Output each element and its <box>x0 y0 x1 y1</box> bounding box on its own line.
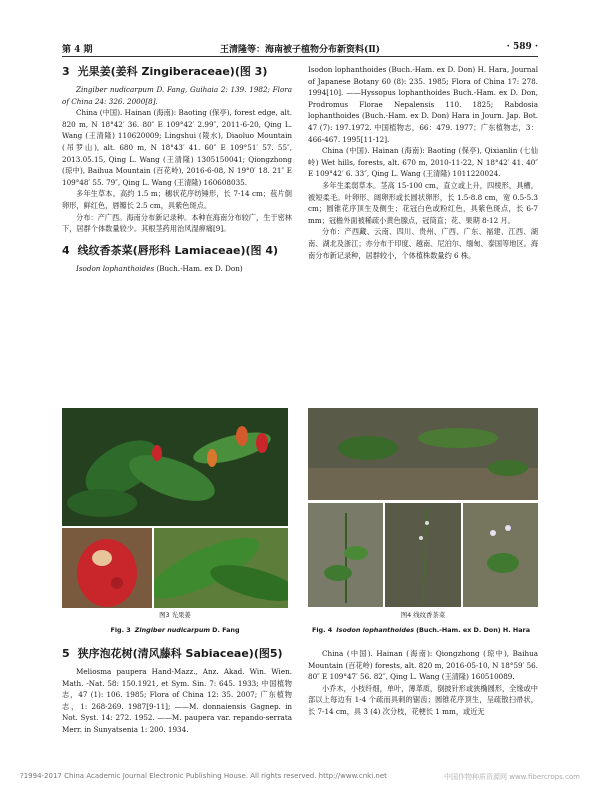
ginger-plant-image <box>62 408 288 526</box>
page-number: · 589 · <box>506 42 538 52</box>
fig3-caption-en: Fig. 3 Zingiber nudicarpum D. Fang <box>110 626 240 634</box>
section-5-description: 小乔木，小枝纤细，单叶，薄革质，倒披针形或狭椭圆形，全缘或中部以上每边有 1-4 个疏而具刺的锯齿；圆锥花序顶生，呈疏散扫帚状，长 7-14 cm，具 3 (4) 次分枝，花梗长 1 mm，或近无 <box>308 683 538 716</box>
section-4-specimens: China (中国). Hainan (海南): Baoting (保亭), Qixianlin (七仙岭) Wet hills, forests, alt. 670 m, 2010-11-22, N 18°42′ 41. 40″ E 109°42′ 6. 33″, Qing L. Wang (王清隆) 1011220024. <box>308 146 538 179</box>
footer <box>20 772 580 780</box>
section-4-citation: Isodon lophanthoides (Buch.-Ham. ex D. Don) H. Hara, Journal of Japanese Botany 60 (8): 235. 1985; Flora of China 17: 278. 1994[10]. ——Hyssopus lophanthoides Buch.-Ham. ex D. Don, Prodromus Florae Nepalensis 110. 1825; Rabdosia lophanthoides (Buch.-Ham. ex D. Don) Hara in Journ. Jap. Bot. 47 (7): 197.1972. 中国植物志，66：479. 1977；广东植物志，3：466-467. 1995[11-12]. <box>308 65 538 144</box>
article-title: 王清隆等：海南被子植物分布新资料(Ⅱ) <box>219 45 381 55</box>
fig4-photo-top <box>308 408 538 500</box>
fig4-photo-3 <box>463 503 538 607</box>
fig3-photo-inflorescence <box>62 528 152 608</box>
section-5-heading: 5 狭序泡花树(清风藤科 Sabiaceae)(图5) <box>62 647 283 660</box>
section-4-citation-start: Isodon lophanthoides (Buch.-Ham. ex D. Don) <box>76 263 243 273</box>
fig3-photo-leaves <box>154 528 288 608</box>
running-header <box>62 42 538 57</box>
fig4-caption-en: Fig. 4 Isodon lophanthoides (Buch.-Ham. ex D. Don) H. Hara <box>311 626 531 634</box>
fig3-photo-top <box>62 408 288 526</box>
herb-habitat-image <box>308 408 538 500</box>
section-3-citation: Zingiber nudicarpum D. Fang, Guihaia 2: 139. 1982; Flora of China 24: 326. 2000[8]. <box>62 85 292 106</box>
left-column-bottom <box>62 646 292 768</box>
section-4-heading: 4 线纹香茶菜(唇形科 Lamiaceae)(图 4) <box>62 243 279 257</box>
section-5-specimens: China (中国). Hainan (海南): Qiongzhong (琼中), Baihua Mountain (百花岭) forests, alt. 820 m, 2016-05-10, N 18°59′ 56. 80″ E 109°47′ 56. 82″, Qing L. Wang (王清隆) 160510089. <box>308 649 538 682</box>
leaf-image <box>154 528 288 608</box>
fig4-photo-2 <box>385 503 461 607</box>
watermark-text: 中国作物种质资源网 www.fibercrops.com <box>444 773 580 781</box>
section-4-distribution: 分布：产西藏、云南、四川、贵州、广西、广东、福建、江西、湖南、湖北及浙江；亦分布于印度、越南、尼泊尔、缅甸、泰国等地区。海南分布新记录种，居群较小，个体植株数量约 6 株。 <box>308 227 538 260</box>
red-spike-image <box>62 528 152 608</box>
section-3-distribution: 分布：产广西。海南分布新记录种。本种在海南分布较广，生于密林下，居群个体数量较少。其根茎药用治风湿痹痛[9]。 <box>62 212 292 234</box>
section-3-specimens: China (中国). Hainan (海南): Baoting (保亭), forest edge, alt. 820 m, N 18°42′ 36. 80″ E 109°42′ 2.99″, 2011-6-20, Qing L. Wang (王清隆) 110620009; Lingshui (陵水), Diaoluo Mountain (吊罗山), alt. 680 m, N 18°43′ 41. 60″ E 109°51′ 57. 55″, 2013.05.15, Qing L. Wang (王清隆) 1305150041; Qiongzhong (琼中), Baihua Mountain (百花岭), 2016-6-08, N 19°0′ 18. 21″ E 109°48′ 55. 79″, Qing L. Wang (王清隆) 160608035. <box>62 108 292 187</box>
fig4-photo-1 <box>308 503 383 607</box>
flower-closeup-image <box>463 503 538 607</box>
fig4-caption-cn: 图4 线纹香茶菜 <box>400 611 446 619</box>
copyright-text: ?1994-2017 China Academic Journal Electronic Publishing House. All rights reserved. http://www.cnki.net <box>20 772 387 780</box>
left-column-top <box>62 64 292 274</box>
right-column-top <box>308 64 538 394</box>
right-column-bottom <box>308 648 538 768</box>
section-4-description: 多年生柔弱草本。茎高 15-100 cm，直立或上升，四棱形，具槽，被短柔毛。叶卵形、阔卵形或长圆状卵形，长 1.5-8.8 cm，宽 0.5-5.3 cm；圆锥花序顶生及侧生；花冠白色或粉红色，具紫色斑点，长 6-7 mm；冠檐外面被稀疏小黄色腺点，冠筒直；花、果期 8-12 月。 <box>308 180 538 225</box>
section-3-description: 多年生草本。高约 1.5 m；穗状花序纺锤形，长 7-14 cm；苞片倒卵形，鲜红色，唇瓣长 2.5 cm，具紫色斑点。 <box>62 189 292 210</box>
fig3-caption-cn: 图3 光果姜 <box>159 611 191 619</box>
panicle-image-2 <box>385 503 461 607</box>
section-3-heading: 3 光果姜(姜科 Zingiberaceae)(图 3) <box>62 65 268 78</box>
section-5-citation: Meliosma paupera Hand-Mazz., Anz. Akad. Win. Wien. Math. -Nat. 58: 150.1921, et Sym. Sin. 7: 645. 1933; 中国植物志，47 (1): 106. 1985; Flora of China 12: 35. 2007; 广东植物志，1: 268-269. 1987[9-11]; ——M. donnaiensis Gagnep. in Not. Syst. 14: 272. 1952. ——M. paupera var. repando-serrata Merr. in Sunyatsenia 1: 200. 1934. <box>62 667 292 734</box>
panicle-image-1 <box>308 503 383 607</box>
issue-number: 第 4 期 <box>62 45 93 55</box>
